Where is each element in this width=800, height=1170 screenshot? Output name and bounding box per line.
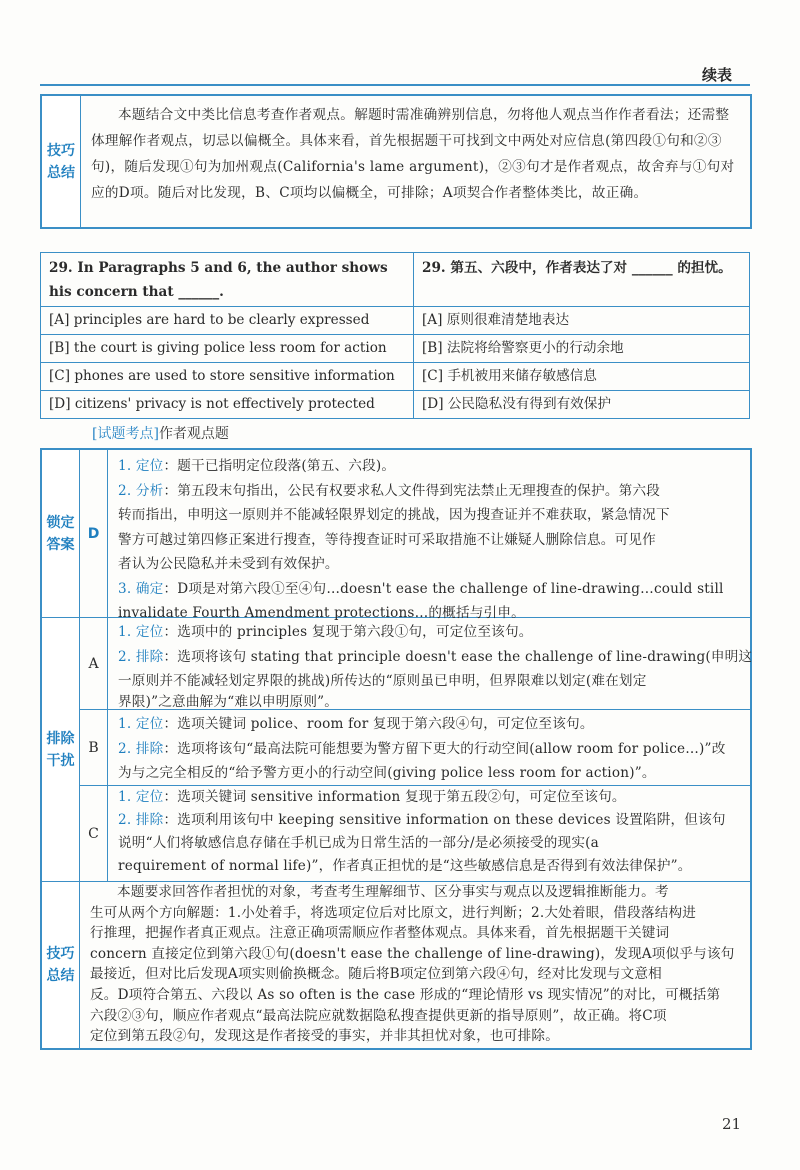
option-d-zh: [D] 公民隐私没有得到有效保护 <box>414 391 750 419</box>
distractor-b-body <box>108 710 750 786</box>
top-summary-box <box>40 94 752 229</box>
summary-line: 本题要求回答作者担忧的对象，考查考生理解细节、区分事实与观点以及逻辑推断能力。考 <box>117 884 669 900</box>
distractors-tag: 排除干扰 <box>46 730 75 769</box>
question-stem-en: 29. In Paragraphs 5 and 6, the author shows his concern that ______. <box>41 253 414 307</box>
analysis-line: 2. 排除：选项将该句 stating that principle doesn't ease the challenge of line-drawing(申明这 <box>118 648 753 665</box>
exam-point <box>92 423 229 443</box>
option-b-zh: [B] 法院将给警察更小的行动余地 <box>414 335 750 363</box>
analysis-line: 3. 确定：D项是对第六段①至④句…doesn't ease the challenge of line-drawing…could still <box>118 580 724 597</box>
analysis-line: 2. 分析：第五段末句指出，公民有权要求私人文件得到宪法禁止无理搜查的保护。第六段 <box>118 482 661 499</box>
question-stem-zh: 29. 第五、六段中，作者表达了对 ______ 的担忧。 <box>414 253 750 307</box>
option-b-en: [B] the court is giving police less room for action <box>41 335 414 363</box>
question-table <box>40 252 750 419</box>
option-a-zh: [A] 原则很难清楚地表达 <box>414 307 750 335</box>
summary-line: 定位到第五段②句，发现这是作者接受的事实，并非其担忧对象，也可排除。 <box>90 1028 559 1045</box>
analysis-line: 一原则并不能减轻划定界限的挑战)所传达的“原则虽已申明，但界限难以划定(难在划定 <box>118 673 647 689</box>
summary-line: 行推理，把握作者真正观点。注意正确项需顺应作者整体观点。具体来看，首先根据题干关键词 <box>90 925 670 942</box>
analysis-line: 1. 定位：选项关键词 police、room for 复现于第六段④句，可定位至该句。 <box>118 716 594 732</box>
option-row <box>41 391 750 419</box>
distractor-letter-a: A <box>80 618 108 710</box>
answer-letter: D <box>80 450 108 618</box>
summary-line: 六段②③句，顺应作者观点“最高法院应就数据隐私搜查提供更新的指导原则”，故正确。将C项 <box>90 1007 667 1024</box>
analysis-line: 1. 定位：选项中的 principles 复现于第六段①句，可定位至该句。 <box>118 624 533 640</box>
analysis-line: invalidate Fourth Amendment protections…的概括与引申。 <box>118 605 525 621</box>
bottom-summary-body <box>80 882 750 1048</box>
distractor-letter-c: C <box>80 786 108 882</box>
question-stem-row <box>41 253 750 307</box>
exam-point-text: 作者观点题 <box>158 426 229 442</box>
top-summary-body <box>81 96 750 227</box>
analysis-line: 1. 定位：题干已指明定位段落(第五、六段)。 <box>118 458 396 474</box>
distractors-tag-cell <box>42 618 80 882</box>
option-d-en: [D] citizens' privacy is not effectively protected <box>41 391 414 419</box>
header-rule <box>40 84 750 86</box>
exam-point-bracket: [试题考点] <box>92 426 159 442</box>
analysis-line: 2. 排除：选项利用该句中 keeping sensitive information on these devices 设置陷阱，但该句 <box>118 812 726 828</box>
analysis-line: 2. 排除：选项将该句“最高法院可能想要为警方留下更大的行动空间(allow room for police…)”改 <box>118 740 726 757</box>
analysis-line: 转而指出，申明这一原则并不能减轻限界划定的挑战，因为搜查证并不难获取，紧急情况下 <box>118 507 670 523</box>
summary-line: 最接近，但对比后发现A项实则偷换概念。随后将B项定位到第六段④句，经对比发现与文意相 <box>90 966 662 983</box>
top-summary-tag: 技巧总结 <box>47 142 75 181</box>
distractor-a-body <box>108 618 753 710</box>
analysis-line: 者认为公民隐私并未受到有效保护。 <box>118 556 339 572</box>
lock-answer-tag: 锁定答案 <box>46 514 75 553</box>
summary-line: concern 直接定位到第六段①句(doesn't ease the challenge of line-drawing)，发现A项似乎与该句 <box>90 945 735 962</box>
summary-line: 生可从两个方向解题：1.小处着手，将选项定位后对比原文，进行判断；2.大处着眼，借段落结构进 <box>90 904 697 921</box>
distractor-c-body <box>108 786 750 882</box>
summary-line: 反。D项符合第五、六段以 As so often is the case 形成的“理论情形 vs 现实情况”的对比，可概括第 <box>90 986 721 1003</box>
continued-label: 续表 <box>701 66 732 84</box>
top-summary-tag-cell <box>42 96 81 227</box>
analysis-line: 为与之完全相反的“给予警方更小的行动空间(giving police less room for action)”。 <box>118 765 656 781</box>
option-row <box>41 335 750 363</box>
analysis-line: 说明“人们将敏感信息存储在手机已成为日常生活的一部分/是必须接受的现实(a <box>118 835 599 851</box>
lock-answer-body <box>108 450 750 621</box>
analysis-line: 界限)”之意曲解为“难以申明原则”。 <box>118 693 339 710</box>
top-summary-text: 本题结合文中类比信息考查作者观点。解题时需准确辨别信息，勿将他人观点当作作者看法；还需整体理解作者观点，切忌以偏概全。具体来看，首先根据题干可找到文中两处对应信息(第四段①句和②③句)，随后发现①句为加州观点(California's lame argument)，②③句才是作者观点，故舍弃与①句对应的D项。随后对比发现，B、C项均以偏概全，可排除；A项契合作者整体类比，故正确。 <box>91 107 735 201</box>
option-row <box>41 307 750 335</box>
option-a-en: [A] principles are hard to be clearly expressed <box>41 307 414 335</box>
lock-answer-tag-cell <box>42 450 80 618</box>
analysis-grid <box>40 448 752 1050</box>
option-row <box>41 363 750 391</box>
page-number: 21 <box>722 1115 742 1133</box>
analysis-line: 警方可越过第四修正案进行搜查，等待搜查证时可采取措施不让嫌疑人删除信息。可见作 <box>118 531 656 548</box>
bottom-summary-tag: 技巧总结 <box>46 946 75 984</box>
analysis-line: requirement of normal life)”，作者真正担忧的是“这些敏感信息是否得到有效法律保护”。 <box>118 858 692 874</box>
option-c-en: [C] phones are used to store sensitive information <box>41 363 414 391</box>
option-c-zh: [C] 手机被用来储存敏感信息 <box>414 363 750 391</box>
bottom-summary-tag-cell <box>42 882 80 1048</box>
analysis-line: 1. 定位：选项关键词 sensitive information 复现于第五段②句，可定位至该句。 <box>118 789 626 805</box>
distractor-letter-b: B <box>80 710 108 786</box>
